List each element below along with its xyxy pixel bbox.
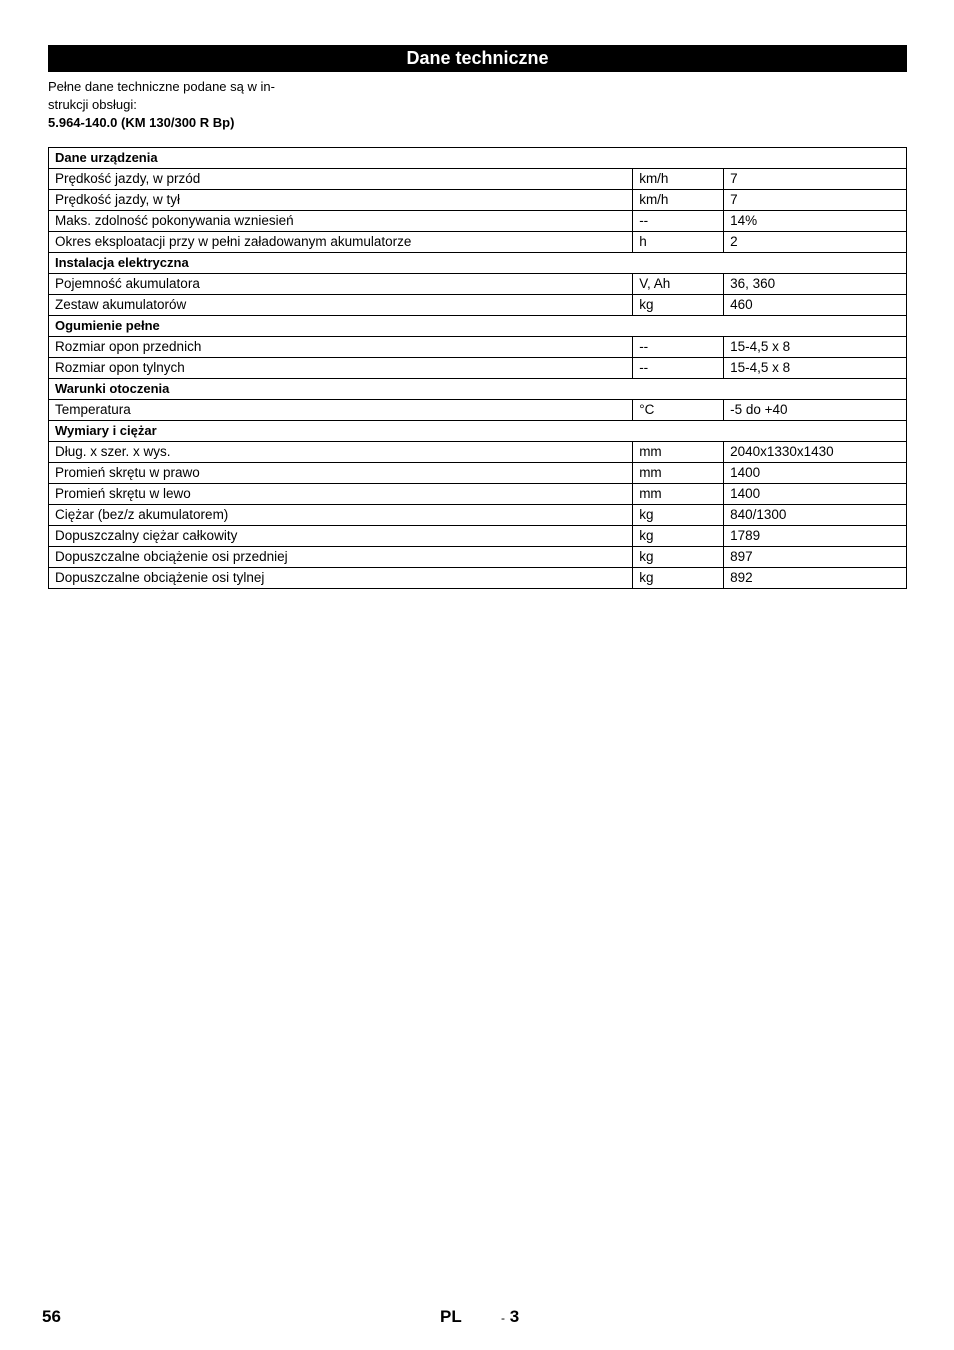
spec-unit: -- [633,211,724,232]
table-row [49,211,907,232]
spec-label: Dług. x szer. x wys. [49,442,633,463]
spec-value: 897 [724,547,907,568]
spec-value: -5 do +40 [724,400,907,421]
table-body [49,148,907,589]
spec-value: 460 [724,295,907,316]
table-row [49,295,907,316]
spec-unit: kg [633,547,724,568]
spec-unit: mm [633,463,724,484]
spec-label: Dopuszczalny ciężar całkowity [49,526,633,547]
table-row [49,568,907,589]
spec-unit: -- [633,358,724,379]
sub-page-dash: - [501,1311,505,1325]
model-number: 5.964-140.0 (KM 130/300 R Bp) [48,115,235,130]
language-code: PL [440,1307,462,1326]
sub-page-value: 3 [509,1307,520,1326]
table-row [49,400,907,421]
spec-unit: °C [633,400,724,421]
spec-label: Maks. zdolność pokonywania wzniesień [49,211,633,232]
spec-value: 36, 360 [724,274,907,295]
technical-data-table [48,147,907,589]
section-row [49,379,907,400]
spec-value: 2 [724,232,907,253]
section-header: Instalacja elektryczna [49,253,907,274]
spec-value: 7 [724,169,907,190]
intro-line-2: strukcji obsługi: [48,97,137,112]
spec-value: 892 [724,568,907,589]
spec-label: Okres eksploatacji przy w pełni załadowanym akumulatorze [49,232,633,253]
spec-value: 15-4,5 x 8 [724,337,907,358]
spec-unit: kg [633,505,724,526]
table-row [49,526,907,547]
spec-label: Zestaw akumulatorów [49,295,633,316]
spec-unit: kg [633,568,724,589]
section-row [49,316,907,337]
table-row [49,232,907,253]
spec-unit: mm [633,484,724,505]
spec-unit: kg [633,295,724,316]
spec-label: Rozmiar opon tylnych [49,358,633,379]
spec-value: 1400 [724,463,907,484]
spec-label: Dopuszczalne obciążenie osi przedniej [49,547,633,568]
sub-page-number [501,1307,519,1327]
table-row [49,337,907,358]
spec-unit: km/h [633,169,724,190]
spec-unit: -- [633,337,724,358]
spec-label: Prędkość jazdy, w przód [49,169,633,190]
spec-unit: km/h [633,190,724,211]
spec-value: 7 [724,190,907,211]
section-header: Wymiary i ciężar [49,421,907,442]
spec-label: Pojemność akumulatora [49,274,633,295]
spec-label: Temperatura [49,400,633,421]
section-row [49,421,907,442]
spec-label: Prędkość jazdy, w tył [49,190,633,211]
section-row [49,148,907,169]
section-header: Ogumienie pełne [49,316,907,337]
table-row [49,442,907,463]
page-title: Dane techniczne [48,45,907,72]
spec-value: 14% [724,211,907,232]
table-row [49,505,907,526]
table-row [49,547,907,568]
table-row [49,274,907,295]
spec-value: 1789 [724,526,907,547]
table-row [49,169,907,190]
spec-value: 15-4,5 x 8 [724,358,907,379]
spec-value: 2040x1330x1430 [724,442,907,463]
spec-label: Dopuszczalne obciążenie osi tylnej [49,568,633,589]
spec-unit: mm [633,442,724,463]
spec-label: Rozmiar opon przednich [49,337,633,358]
spec-value: 840/1300 [724,505,907,526]
table-row [49,484,907,505]
spec-value: 1400 [724,484,907,505]
spec-label: Promień skrętu w lewo [49,484,633,505]
spec-unit: kg [633,526,724,547]
spec-label: Promień skrętu w prawo [49,463,633,484]
section-header: Dane urządzenia [49,148,907,169]
spec-unit: h [633,232,724,253]
intro-text [48,78,348,132]
table-row [49,190,907,211]
table-row [49,463,907,484]
page-number: 56 [42,1307,61,1326]
spec-label: Ciężar (bez/z akumulatorem) [49,505,633,526]
section-header: Warunki otoczenia [49,379,907,400]
section-row [49,253,907,274]
spec-unit: V, Ah [633,274,724,295]
intro-line-1: Pełne dane techniczne podane są w in- [48,79,275,94]
table-row [49,358,907,379]
